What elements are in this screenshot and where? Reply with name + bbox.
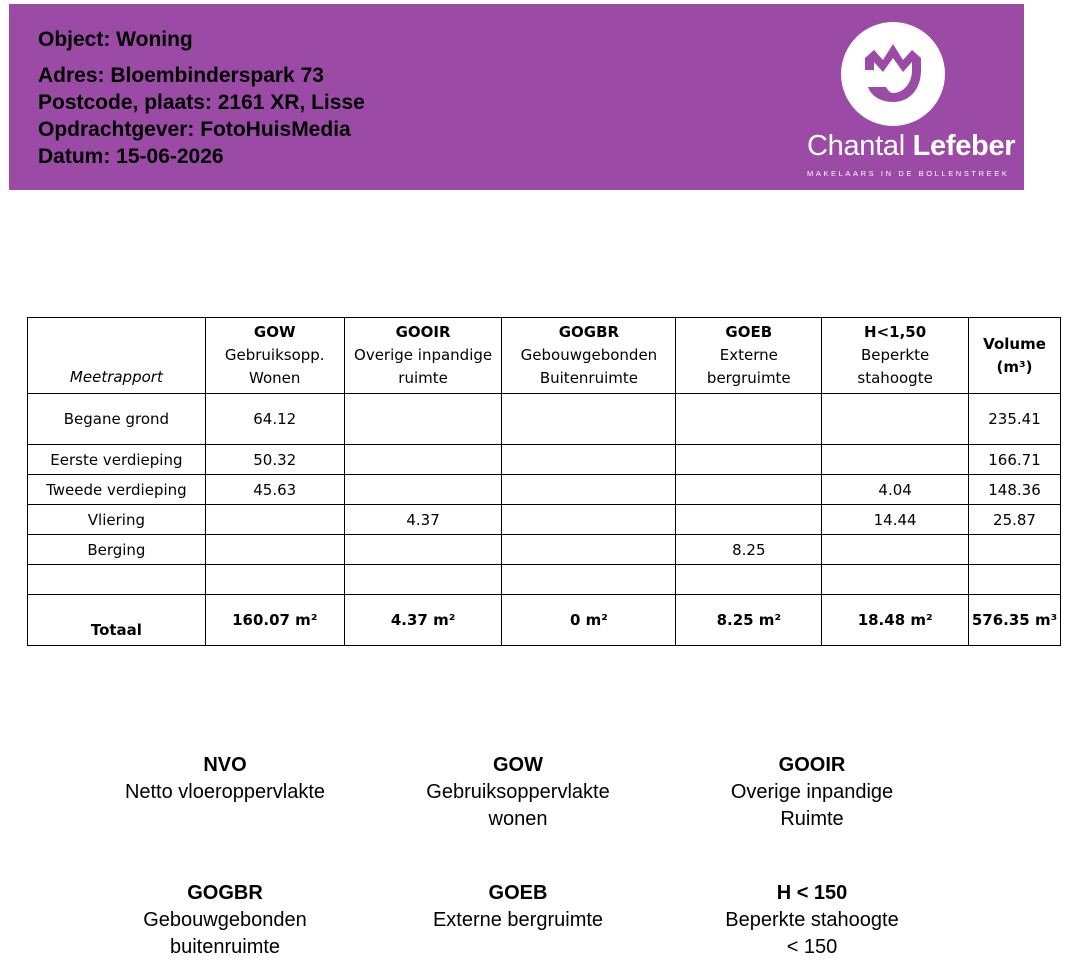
column-code: GOOIR — [395, 323, 451, 341]
object-postcode: Postcode, plaats: 2161 XR, Lisse — [38, 91, 365, 114]
object-date: Datum: 15-06-2026 — [38, 145, 224, 168]
table-cell — [205, 565, 344, 595]
legend-item-goeb — [378, 880, 658, 934]
legend-item-h150 — [672, 880, 952, 961]
table-row — [28, 394, 1061, 445]
column-code: GOW — [253, 323, 296, 341]
total-cell: 0 m² — [502, 595, 676, 646]
legend-desc: Ruimte — [780, 808, 844, 830]
legend-desc: Gebouwgebonden — [143, 909, 307, 931]
table-cell — [205, 535, 344, 565]
table-cell — [502, 475, 676, 505]
table-cell — [676, 394, 822, 445]
table-cell — [676, 475, 822, 505]
column-desc: Buitenruimte — [539, 369, 638, 387]
table-cell — [502, 445, 676, 475]
column-code: H<1,50 — [864, 323, 927, 341]
legend-desc: < 150 — [786, 936, 838, 958]
column-desc: Externe — [719, 346, 778, 364]
table-row — [28, 445, 1061, 475]
table-cell — [822, 565, 969, 595]
object-info — [38, 26, 365, 170]
table-cell: 50.32 — [205, 445, 344, 475]
table-cell — [969, 535, 1061, 565]
column-header — [676, 318, 822, 394]
table-row — [28, 565, 1061, 595]
total-cell: 160.07 m² — [205, 595, 344, 646]
total-cell: 18.48 m² — [822, 595, 969, 646]
row-label — [28, 565, 206, 595]
tulip-icon — [841, 22, 945, 126]
column-header — [502, 318, 676, 394]
row-label: Vliering — [28, 505, 206, 535]
table-cell — [502, 505, 676, 535]
column-code: GOEB — [725, 323, 773, 341]
table-cell — [676, 505, 822, 535]
table-corner-label: Meetrapport — [28, 318, 206, 394]
legend-item-gooir — [672, 752, 952, 833]
table-cell: 25.87 — [969, 505, 1061, 535]
table-cell — [676, 445, 822, 475]
table-cell: 235.41 — [969, 394, 1061, 445]
table-cell: 148.36 — [969, 475, 1061, 505]
object-client: Opdrachtgever: FotoHuisMedia — [38, 118, 351, 141]
company-logo — [799, 22, 1016, 182]
row-label: Eerste verdieping — [28, 445, 206, 475]
table-cell — [822, 445, 969, 475]
table-row — [28, 535, 1061, 565]
logo-wordmark — [807, 130, 1015, 163]
legend-desc: Externe bergruimte — [432, 909, 604, 931]
legend-desc: Beperkte stahoogte — [725, 909, 899, 931]
legend-term: GOOIR — [778, 754, 846, 776]
logo-first-name: Chantal — [807, 130, 905, 162]
legend-desc: Netto vloeroppervlakte — [124, 781, 326, 803]
table-row — [28, 505, 1061, 535]
row-label: Begane grond — [28, 394, 206, 445]
table-cell — [502, 535, 676, 565]
legend-desc: Gebruiksoppervlakte — [426, 781, 610, 803]
row-label: Berging — [28, 535, 206, 565]
legend-term: NVO — [203, 754, 247, 776]
table-cell — [344, 394, 502, 445]
table-cell: 4.37 — [344, 505, 502, 535]
header-banner — [9, 4, 1024, 190]
table-cell — [969, 565, 1061, 595]
legend-desc: Overige inpandige — [730, 781, 894, 803]
logo-last-name: Lefeber — [912, 130, 1016, 162]
measurement-table — [27, 317, 1061, 646]
column-desc: (m³) — [996, 357, 1033, 376]
legend-desc: wonen — [488, 808, 548, 830]
column-header — [969, 318, 1061, 394]
object-address: Adres: Bloembinderspark 73 — [38, 64, 324, 87]
table-cell — [344, 535, 502, 565]
table-cell: 166.71 — [969, 445, 1061, 475]
column-desc: bergruimte — [706, 369, 791, 387]
column-desc: stahoogte — [857, 369, 933, 387]
table-header-row — [28, 318, 1061, 394]
legend-term: H < 150 — [776, 882, 848, 904]
table-cell: 8.25 — [676, 535, 822, 565]
column-desc: Gebruiksopp. — [224, 346, 325, 364]
column-desc: ruimte — [398, 369, 448, 387]
table-row — [28, 475, 1061, 505]
column-desc: Overige inpandige — [354, 346, 493, 364]
column-header — [344, 318, 502, 394]
row-label: Tweede verdieping — [28, 475, 206, 505]
column-header — [822, 318, 969, 394]
table-cell — [344, 475, 502, 505]
logo-tagline: MAKELAARS IN DE BOLLENSTREEK — [807, 169, 1010, 178]
table-cell — [205, 505, 344, 535]
table-cell — [344, 445, 502, 475]
table-cell: 45.63 — [205, 475, 344, 505]
table-cell — [822, 535, 969, 565]
total-cell: 576.35 m³ — [969, 595, 1061, 646]
column-header — [205, 318, 344, 394]
total-label: Totaal — [28, 595, 206, 646]
table-cell: 64.12 — [205, 394, 344, 445]
total-cell: 8.25 m² — [676, 595, 822, 646]
table-cell — [502, 394, 676, 445]
column-desc: Gebouwgebonden — [520, 346, 658, 364]
table-cell: 14.44 — [822, 505, 969, 535]
table-cell — [502, 565, 676, 595]
column-code: Volume — [983, 334, 1046, 353]
total-cell: 4.37 m² — [344, 595, 502, 646]
table-cell: 4.04 — [822, 475, 969, 505]
legend-term: GOW — [493, 754, 543, 776]
legend-term: GOGBR — [187, 882, 263, 904]
legend-item-gogbr — [85, 880, 365, 961]
table-total-row — [28, 595, 1061, 646]
legend-desc: buitenruimte — [169, 936, 281, 958]
legend-item-nvo — [85, 752, 365, 806]
table-cell — [344, 565, 502, 595]
table-cell — [676, 565, 822, 595]
legend-term: GOEB — [488, 882, 548, 904]
column-code: GOGBR — [558, 323, 620, 341]
legend-item-gow — [378, 752, 658, 833]
object-type: Object: Woning — [38, 28, 193, 51]
column-desc: Beperkte — [861, 346, 930, 364]
column-desc: Wonen — [249, 369, 301, 387]
table-cell — [822, 394, 969, 445]
